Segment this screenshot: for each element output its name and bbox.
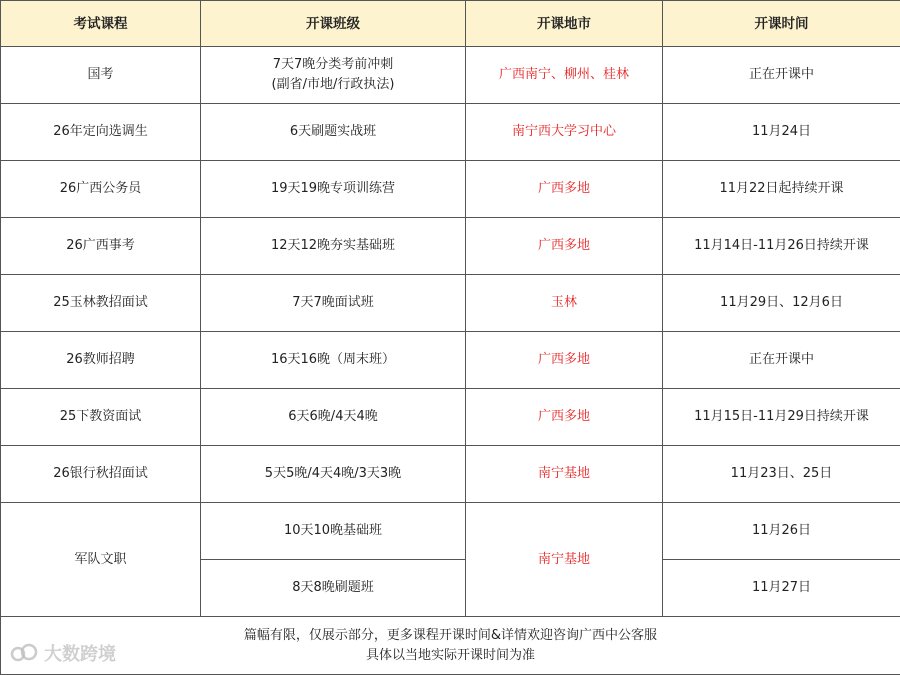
time-cell: 11月24日 bbox=[663, 104, 900, 161]
class-cell: 6天刷题实战班 bbox=[201, 104, 466, 161]
table-row bbox=[1, 389, 900, 446]
watermark bbox=[10, 640, 116, 666]
course-cell: 26年定向选调生 bbox=[1, 104, 201, 161]
table-row bbox=[1, 275, 900, 332]
time-cell: 11月14日-11月26日持续开课 bbox=[663, 218, 900, 275]
course-cell: 26广西事考 bbox=[1, 218, 201, 275]
time-cell: 11月26日 bbox=[663, 503, 900, 560]
footer-line: 篇幅有限，仅展示部分，更多课程开课时间&详情欢迎咨询广西中公客服 bbox=[5, 626, 896, 646]
time-cell: 正在开课中 bbox=[663, 47, 900, 104]
class-cell: 5天5晚/4天4晚/3天3晚 bbox=[201, 446, 466, 503]
watermark-logo-icon bbox=[10, 642, 38, 664]
city-cell: 广西多地 bbox=[466, 332, 663, 389]
footer-note bbox=[1, 617, 900, 675]
class-cell: 7天7晚面试班 bbox=[201, 275, 466, 332]
class-cell: 6天6晚/4天4晚 bbox=[201, 389, 466, 446]
time-cell: 正在开课中 bbox=[663, 332, 900, 389]
class-cell: 8天8晚刷题班 bbox=[201, 560, 466, 617]
header-city: 开课地市 bbox=[466, 1, 663, 47]
time-cell: 11月22日起持续开课 bbox=[663, 161, 900, 218]
header-row bbox=[1, 1, 900, 47]
time-cell: 11月23日、25日 bbox=[663, 446, 900, 503]
course-cell: 25下教资面试 bbox=[1, 389, 201, 446]
city-cell: 南宁西大学习中心 bbox=[466, 104, 663, 161]
class-cell bbox=[201, 47, 466, 104]
course-cell: 军队文职 bbox=[1, 503, 201, 617]
city-cell: 南宁基地 bbox=[466, 446, 663, 503]
table-row bbox=[1, 218, 900, 275]
class-line: (副省/市地/行政执法) bbox=[205, 75, 461, 95]
time-cell: 11月27日 bbox=[663, 560, 900, 617]
footer-row bbox=[1, 617, 900, 675]
time-cell: 11月15日-11月29日持续开课 bbox=[663, 389, 900, 446]
footer-line: 具体以当地实际开课时间为准 bbox=[5, 646, 896, 666]
table-row bbox=[1, 104, 900, 161]
table-row bbox=[1, 332, 900, 389]
header-time: 开课时间 bbox=[663, 1, 900, 47]
class-line: 7天7晚分类考前冲刺 bbox=[205, 55, 461, 75]
course-cell: 国考 bbox=[1, 47, 201, 104]
class-cell: 12天12晚夯实基础班 bbox=[201, 218, 466, 275]
table-row bbox=[1, 161, 900, 218]
city-cell: 广西南宁、柳州、桂林 bbox=[466, 47, 663, 104]
table-row bbox=[1, 446, 900, 503]
class-cell: 16天16晚（周末班） bbox=[201, 332, 466, 389]
course-cell: 26银行秋招面试 bbox=[1, 446, 201, 503]
course-cell: 26教师招聘 bbox=[1, 332, 201, 389]
city-cell: 玉林 bbox=[466, 275, 663, 332]
city-cell: 广西多地 bbox=[466, 389, 663, 446]
city-cell: 南宁基地 bbox=[466, 503, 663, 617]
header-class: 开课班级 bbox=[201, 1, 466, 47]
class-cell: 10天10晚基础班 bbox=[201, 503, 466, 560]
table-row bbox=[1, 47, 900, 104]
course-cell: 25玉林教招面试 bbox=[1, 275, 201, 332]
time-cell: 11月29日、12月6日 bbox=[663, 275, 900, 332]
watermark-text: 大数跨境 bbox=[44, 640, 116, 666]
city-cell: 广西多地 bbox=[466, 218, 663, 275]
class-cell: 19天19晚专项训练营 bbox=[201, 161, 466, 218]
city-cell: 广西多地 bbox=[466, 161, 663, 218]
header-course: 考试课程 bbox=[1, 1, 201, 47]
course-cell: 26广西公务员 bbox=[1, 161, 201, 218]
table-row bbox=[1, 503, 900, 560]
